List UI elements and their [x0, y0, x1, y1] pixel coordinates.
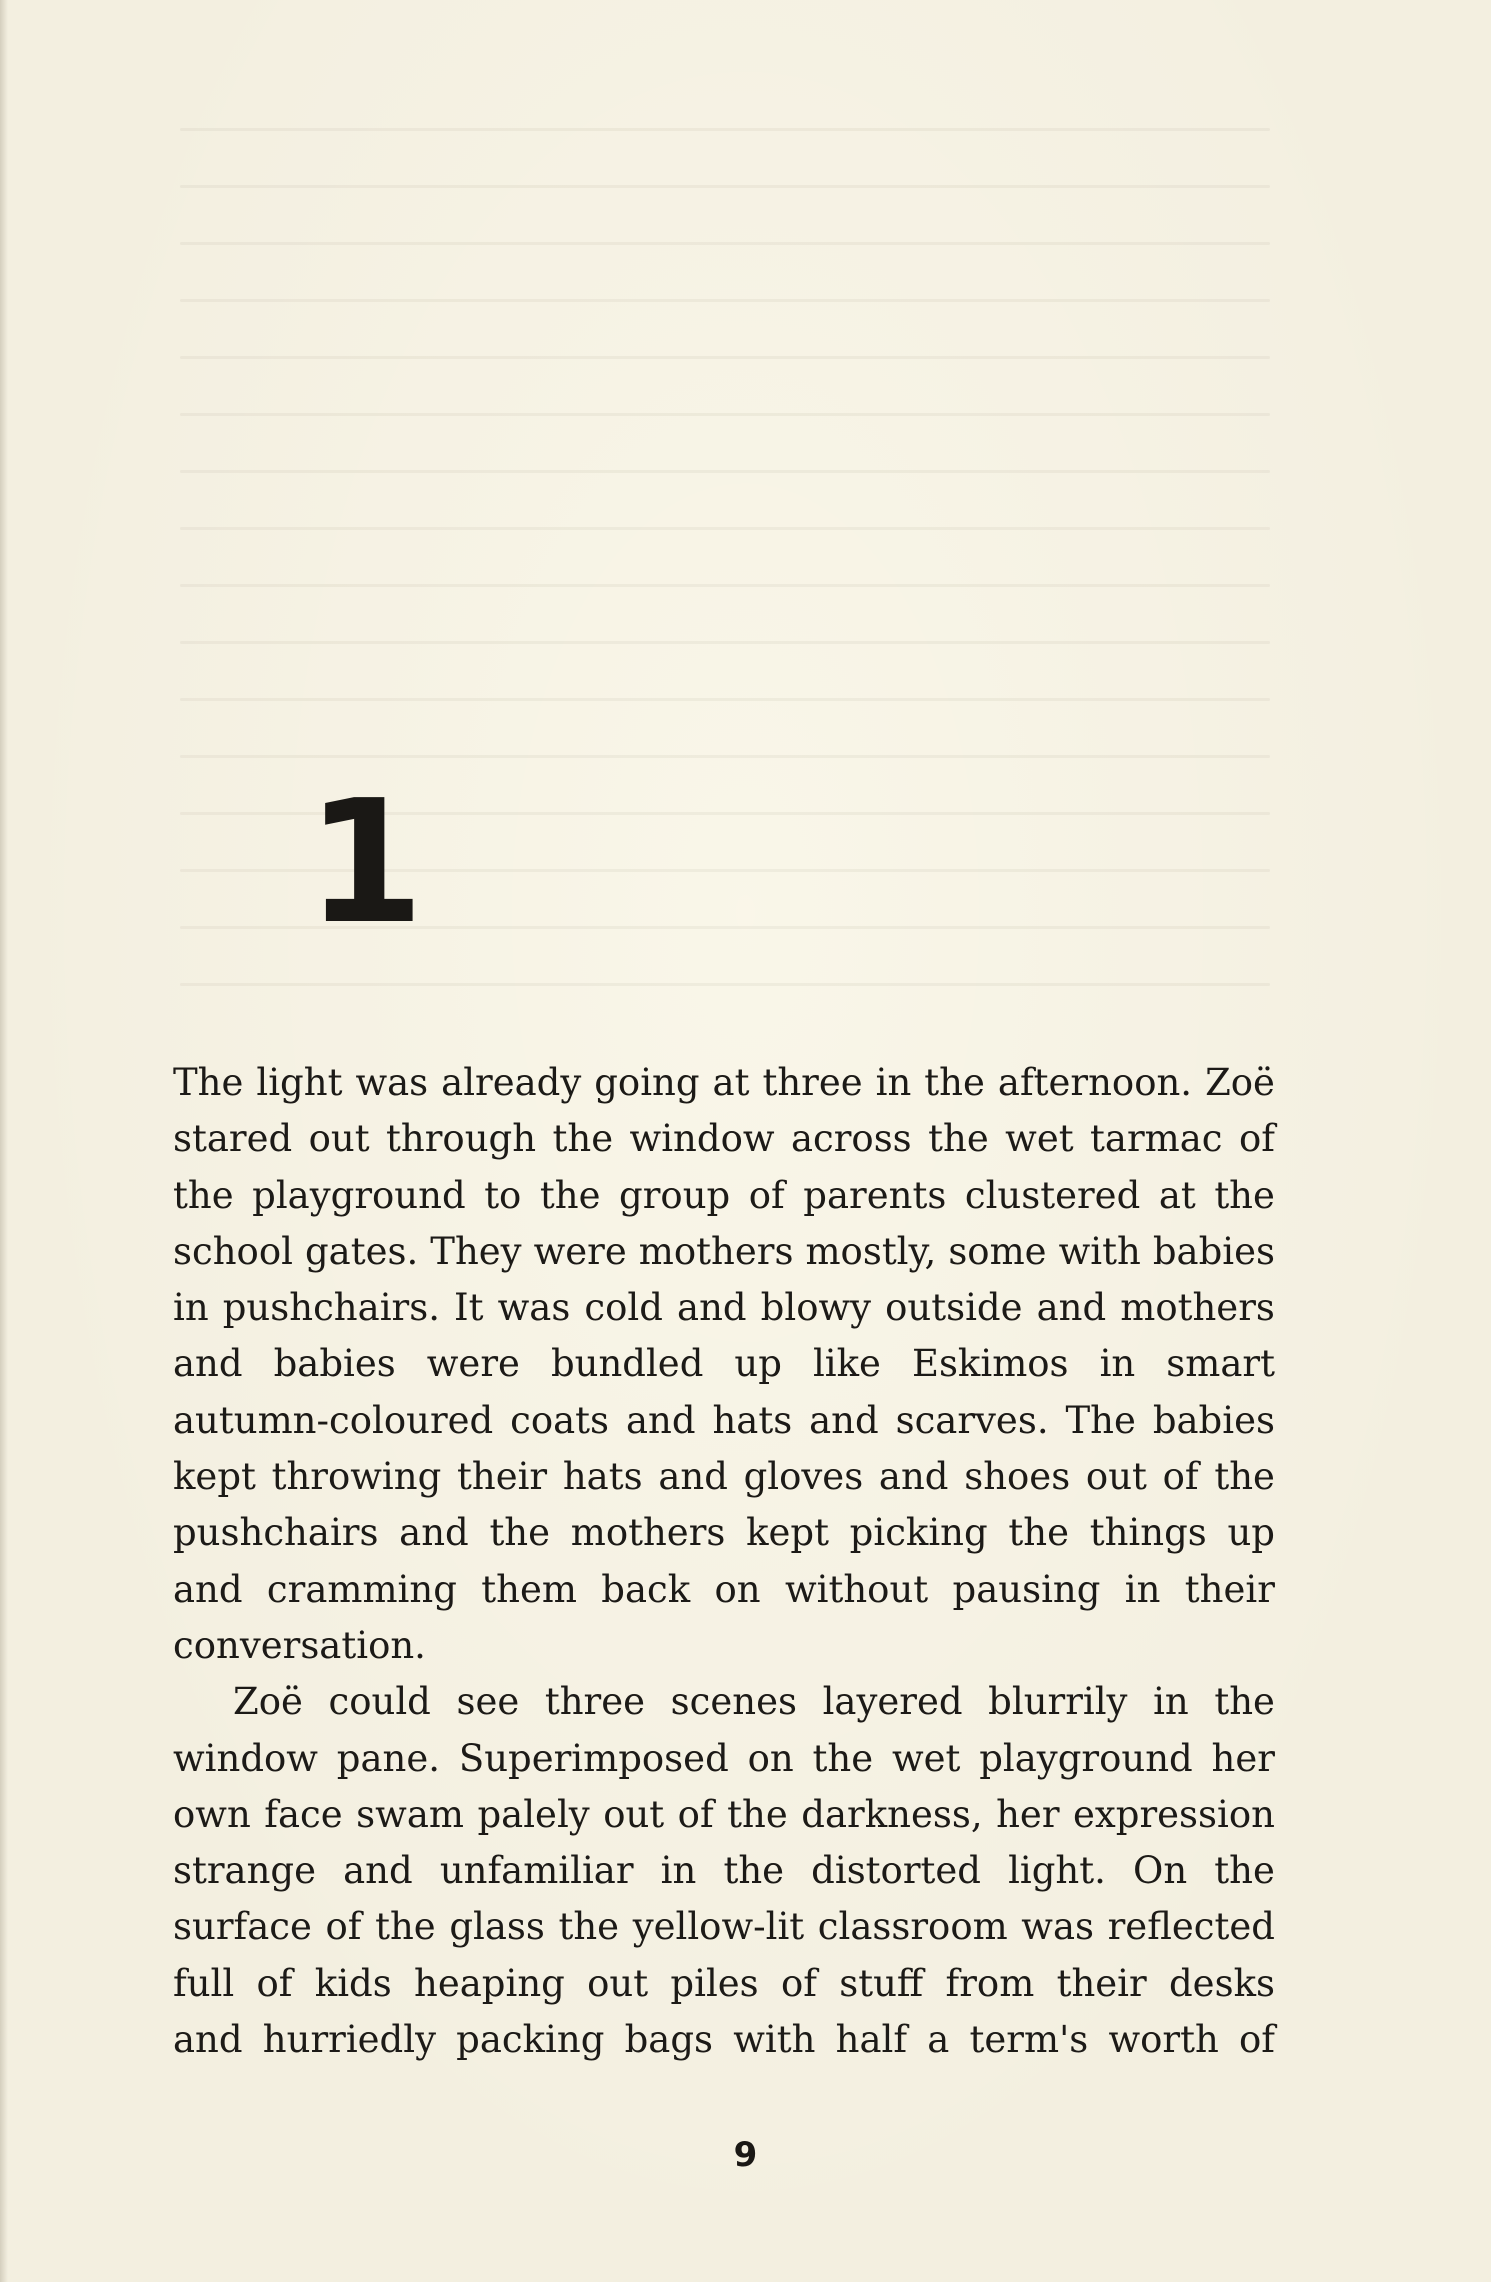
page-edge-shadow: [0, 0, 8, 2282]
text-line: full of kids heaping out piles of stuff from their desks: [173, 1961, 1275, 2005]
bleed-through-line: [180, 641, 1270, 644]
text-line: pushchairs and the mothers kept picking the things up: [173, 1511, 1275, 1555]
bleed-through-line: [180, 185, 1270, 188]
bleed-through-line: [180, 983, 1270, 986]
bleed-through-line: [180, 299, 1270, 302]
text-line: and hurriedly packing bags with half a term's worth of: [173, 2018, 1275, 2062]
paragraph: [173, 1674, 1275, 2068]
body-text: [173, 1055, 1275, 2068]
text-line: and cramming them back on without pausing in their: [173, 1567, 1275, 1611]
text-line: school gates. They were mothers mostly, some with babies: [173, 1229, 1275, 1273]
text-line: stared out through the window across the wet tarmac of: [173, 1117, 1275, 1161]
text-line: the playground to the group of parents clustered at the: [173, 1173, 1275, 1217]
bleed-through-line: [180, 527, 1270, 530]
page-number: 9: [733, 2135, 758, 2175]
text-line: kept throwing their hats and gloves and shoes out of the: [173, 1455, 1275, 1499]
chapter-number: 1: [306, 764, 421, 962]
bleed-through-line: [180, 356, 1270, 359]
text-line: Zoë could see three scenes layered blurrily in the: [233, 1680, 1275, 1724]
text-line: in pushchairs. It was cold and blowy outside and mothers: [173, 1286, 1275, 1330]
bleed-through-line: [180, 584, 1270, 587]
bleed-through-line: [180, 242, 1270, 245]
paragraph: [173, 1055, 1275, 1674]
text-line: autumn-coloured coats and hats and scarves. The babies: [173, 1398, 1275, 1442]
bleed-through-line: [180, 470, 1270, 473]
text-line: own face swam palely out of the darkness, her expression: [173, 1792, 1275, 1836]
bleed-through-line: [180, 128, 1270, 131]
bleed-through-line: [180, 413, 1270, 416]
text-line: surface of the glass the yellow-lit classroom was reflected: [173, 1905, 1275, 1949]
text-line: conversation.: [173, 1623, 426, 1667]
bleed-through-line: [180, 698, 1270, 701]
text-line: strange and unfamiliar in the distorted light. On the: [173, 1849, 1275, 1893]
text-line: The light was already going at three in the afternoon. Zoë: [173, 1061, 1275, 1104]
bleed-through-line: [180, 755, 1270, 758]
text-line: and babies were bundled up like Eskimos in smart: [173, 1342, 1275, 1386]
text-line: window pane. Superimposed on the wet playground her: [173, 1736, 1275, 1780]
